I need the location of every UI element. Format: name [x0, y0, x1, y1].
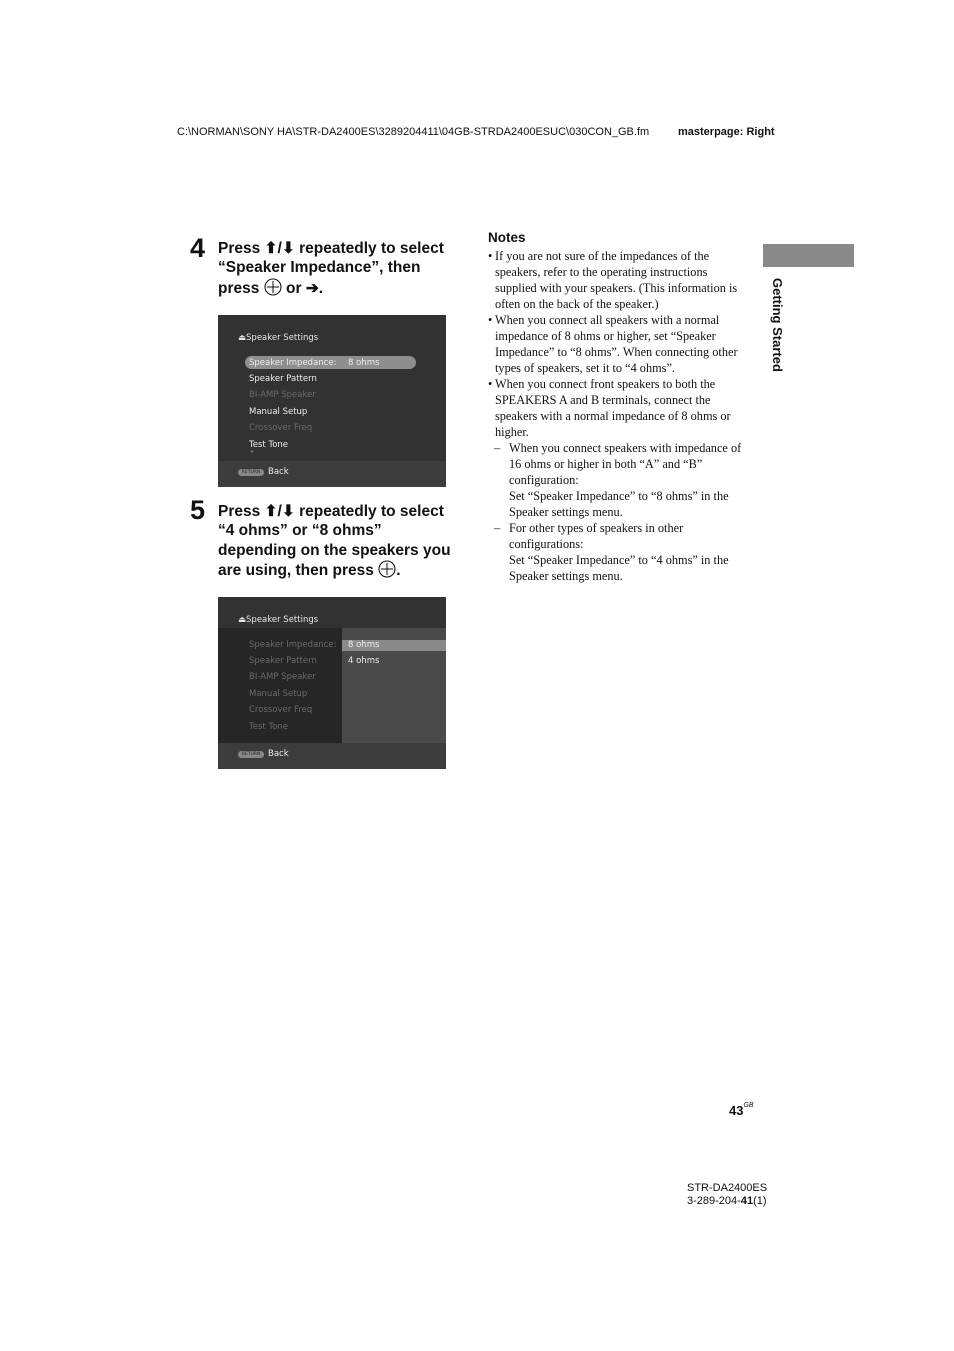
- menu-item-speaker-impedance[interactable]: Speaker Impedance:: [249, 358, 337, 368]
- scroll-down-icon[interactable]: ˅: [250, 450, 254, 459]
- footer-model-info: [687, 1182, 767, 1207]
- screen-2-footer: [218, 743, 446, 769]
- menu-item-bi-amp-speaker: BI-AMP Speaker: [249, 672, 316, 682]
- section-label: Getting Started: [770, 278, 785, 372]
- menu-item-speaker-pattern: Speaker Pattern: [249, 656, 317, 666]
- right-arrow-icon: ➔.: [305, 279, 324, 297]
- step-5-instruction: [218, 502, 458, 580]
- return-button-icon: RETURN: [238, 469, 264, 476]
- step-4-line-1: Press ⬆/⬇ repeatedly to select: [218, 240, 444, 257]
- note-bullet-1: • If you are not sure of the impedances of the speakers, refer to the operating instructions supplied with your speakers. (This information is often on the back of the speaker.): [488, 249, 738, 311]
- note-bullet-3: • When you connect front speakers to both the SPEAKERS A and B terminals, connect the speakers with a normal impedance of 8 ohms or higher.: [488, 377, 731, 439]
- menu-item-crossover-freq: Crossover Freq: [249, 705, 313, 715]
- menu-item-speaker-impedance: Speaker Impedance:: [249, 640, 337, 650]
- step-4-number: 4: [190, 233, 206, 263]
- step-4-press-text: press: [218, 279, 260, 297]
- dash-icon: –: [494, 441, 501, 455]
- document-code: 3-289-204-41(1): [687, 1194, 767, 1207]
- page-suffix: GB: [743, 1102, 754, 1109]
- return-button-icon: RETURN: [238, 751, 264, 758]
- screen-2-title: ⏏Speaker Settings: [238, 615, 319, 625]
- bullet-icon: •: [488, 249, 493, 263]
- section-tab: [763, 244, 854, 267]
- notes-heading: Notes: [488, 230, 526, 245]
- step-5-line-4: [218, 560, 458, 580]
- impedance-value: 8 ohms: [348, 358, 380, 368]
- bullet-icon: •: [488, 377, 493, 391]
- model-number: STR-DA2400ES: [687, 1182, 768, 1194]
- back-label: Back: [268, 467, 289, 477]
- menu-item-bi-amp-speaker: BI-AMP Speaker: [249, 390, 316, 400]
- masterpage-label: masterpage: Right: [678, 126, 775, 138]
- menu-item-crossover-freq: Crossover Freq: [249, 423, 313, 433]
- screen-1-title: ⏏Speaker Settings: [238, 333, 319, 343]
- speaker-settings-icon: ⏏: [238, 615, 247, 625]
- note-dash-1: – When you connect speakers with impedance of 16 ohms or higher in both “A” and “B” configuration: Set “Speaker Impedance” to “8 ohms” in the Speaker settings menu.: [494, 441, 742, 519]
- step-4-or-text: or: [286, 279, 302, 297]
- step-4-line-3: [218, 278, 458, 298]
- menu-item-speaker-pattern[interactable]: Speaker Pattern: [249, 374, 317, 384]
- dash-icon: –: [494, 521, 501, 535]
- menu-item-test-tone: Test Tone: [249, 722, 289, 732]
- step-4-line-2: “Speaker Impedance”, then: [218, 259, 421, 277]
- note-bullet-2: • When you connect all speakers with a normal impedance of 8 ohms or higher, set “Speaker Impedance” to “8 ohms”. When connecting other types of speakers, set it to “4 ohms”.: [488, 313, 738, 375]
- step-5-line-1: Press ⬆/⬇ repeatedly to select: [218, 503, 444, 520]
- speaker-settings-screen-2: [218, 597, 446, 769]
- back-label: Back: [268, 749, 289, 759]
- enter-button-icon: [378, 560, 396, 578]
- bullet-icon: •: [488, 313, 493, 327]
- notes-body: [488, 248, 754, 584]
- screen-1-footer: [218, 461, 446, 487]
- speaker-settings-icon: ⏏: [238, 333, 247, 343]
- file-path: C:\NORMAN\SONY HA\STR-DA2400ES\3289204411\04GB-STRDA2400ESUC\030CON_GB.fm: [177, 126, 650, 138]
- step-5-press-text: are using, then press: [218, 561, 374, 579]
- step-4-instruction: [218, 239, 458, 298]
- step-5-line-2: “4 ohms” or “8 ohms”: [218, 522, 382, 540]
- option-4-ohms[interactable]: 4 ohms: [348, 656, 380, 666]
- speaker-settings-screen-1: [218, 315, 446, 487]
- note-dash-2: – For other types of speakers in other configurations: Set “Speaker Impedance” to “4 ohms” in the Speaker settings menu.: [494, 521, 729, 583]
- menu-item-manual-setup[interactable]: Manual Setup: [249, 407, 308, 417]
- enter-button-icon: [264, 278, 282, 296]
- step-5-number: 5: [190, 495, 206, 525]
- step-5-period: .: [396, 561, 401, 579]
- step-5-line-3: depending on the speakers you: [218, 541, 451, 559]
- page-number: $43^{GB}$: [729, 1102, 754, 1118]
- option-8-ohms[interactable]: 8 ohms: [348, 640, 380, 650]
- menu-item-manual-setup: Manual Setup: [249, 689, 308, 699]
- menu-item-test-tone[interactable]: Test Tone: [249, 440, 289, 450]
